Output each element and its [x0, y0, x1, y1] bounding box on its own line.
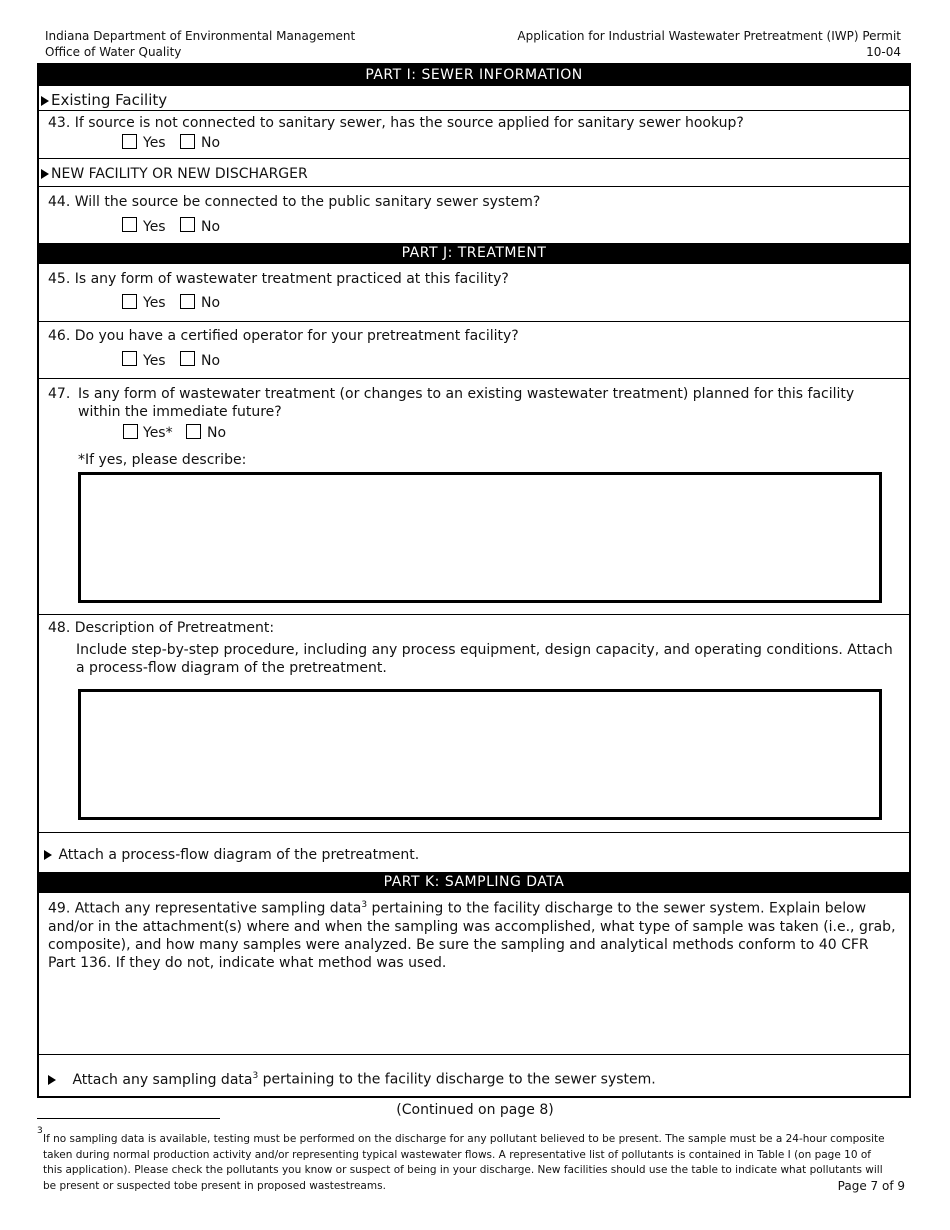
- divider: [39, 832, 909, 833]
- page-header-right: [517, 28, 901, 60]
- question-44: 44. Will the source be connected to the public sanitary sewer system?: [48, 194, 541, 210]
- q43-no-label: No: [201, 135, 221, 151]
- part-j-header: PART J: TREATMENT: [39, 243, 909, 264]
- divider: [39, 378, 909, 379]
- form-title: Application for Industrial Wastewater Pretreatment (IWP) Permit: [517, 29, 901, 43]
- part-k-header: PART K: SAMPLING DATA: [39, 872, 909, 893]
- q45-no-label: No: [201, 295, 221, 311]
- question-46: 46. Do you have a certified operator for your pretreatment facility?: [48, 328, 519, 344]
- q46-yes-label: Yes: [143, 353, 166, 369]
- question-47: Is any form of wastewater treatment (or changes to an existing wastewater treatment) planned for this facility within the immediate future?: [78, 386, 855, 420]
- q48-description-textarea[interactable]: [78, 689, 882, 820]
- attach-diagram-note: Attach a process-flow diagram of the pretreatment.: [44, 846, 419, 864]
- q45-yes-label: Yes: [143, 295, 166, 311]
- form-body: [37, 63, 911, 1098]
- divider: [39, 186, 909, 187]
- page-number: Page 7 of 9: [837, 1179, 905, 1193]
- q44-yes-checkbox[interactable]: [122, 217, 137, 232]
- existing-facility-heading: Existing Facility: [41, 91, 167, 109]
- q45-yes-checkbox[interactable]: [122, 294, 137, 309]
- q47-no-checkbox[interactable]: [186, 424, 201, 439]
- q43-no-checkbox[interactable]: [180, 134, 195, 149]
- q46-yes-checkbox[interactable]: [122, 351, 137, 366]
- divider: [39, 321, 909, 322]
- question-43: 43. If source is not connected to sanitary sewer, has the source applied for sanitary sewer hookup?: [48, 115, 744, 131]
- q45-no-checkbox[interactable]: [180, 294, 195, 309]
- arrow-icon: [44, 850, 52, 860]
- q44-no-checkbox[interactable]: [180, 217, 195, 232]
- footnote-rule: [37, 1118, 220, 1119]
- divider: [39, 110, 909, 111]
- question-47-number: 47.: [48, 386, 71, 402]
- arrow-icon: [41, 96, 49, 106]
- new-facility-heading: NEW FACILITY OR NEW DISCHARGER: [41, 165, 308, 183]
- q44-no-label: No: [201, 219, 221, 235]
- divider: [39, 1054, 909, 1055]
- q44-yes-label: Yes: [143, 219, 166, 235]
- q47-description-textarea[interactable]: [78, 472, 882, 603]
- continued-note: (Continued on page 8): [396, 1102, 554, 1118]
- attach-sampling-note: Attach any sampling data$^3$ pertaining to the facility discharge to the sewer system.: [48, 1067, 656, 1089]
- q43-yes-label: Yes: [143, 135, 166, 151]
- q47-describe-label: *If yes, please describe:: [78, 452, 247, 468]
- form-code: 10-04: [866, 45, 901, 59]
- q47-yes-checkbox[interactable]: [123, 424, 138, 439]
- divider: [39, 614, 909, 615]
- divider: [39, 158, 909, 159]
- question-48-detail: Include step-by-step procedure, including any process equipment, design capacity, and operating conditions. Attach a process-flow diagram of the pretreatment.: [76, 642, 893, 676]
- part-i-header: PART I: SEWER INFORMATION: [39, 65, 909, 86]
- page-header-left: [45, 28, 355, 60]
- q46-no-checkbox[interactable]: [180, 351, 195, 366]
- arrow-icon: [41, 169, 49, 179]
- footnote-mark: 3: [37, 1126, 43, 1136]
- q46-no-label: No: [201, 353, 221, 369]
- question-48: 48. Description of Pretreatment:: [48, 620, 275, 636]
- question-49: 49. Attach any representative sampling data$^3$ pertaining to the facility discharge to the sewer system. Explain below and/or in the attachment(s) where and when the sampling was accomplished, what type of sample was taken (i.e., grab, composite), and how many samples were analyzed. Be sure the sampling and analytical methods conform to 40 CFR Part 136. If they do not, indicate what method was used.: [48, 900, 896, 971]
- question-45: 45. Is any form of wastewater treatment practiced at this facility?: [48, 271, 509, 287]
- footnote-text: If no sampling data is available, testing must be performed on the discharge for any pollutant believed to be present. The sample must be a 24-hour composite taken during normal production activity and/or representing typical wastewater flows. A representative list of pollutants is contained in Table I (on page 10 of this application). Please check the pollutants you know or suspect of being in your discharge. New facilities should use the table to indicate what pollutants will be present or suspected tobe present in proposed wastestreams.: [43, 1133, 885, 1192]
- q47-no-label: No: [207, 425, 227, 441]
- office-name: Office of Water Quality: [45, 45, 182, 59]
- q47-yes-label: Yes*: [143, 425, 173, 441]
- agency-name: Indiana Department of Environmental Management: [45, 29, 356, 43]
- arrow-icon: [48, 1075, 56, 1085]
- q43-yes-checkbox[interactable]: [122, 134, 137, 149]
